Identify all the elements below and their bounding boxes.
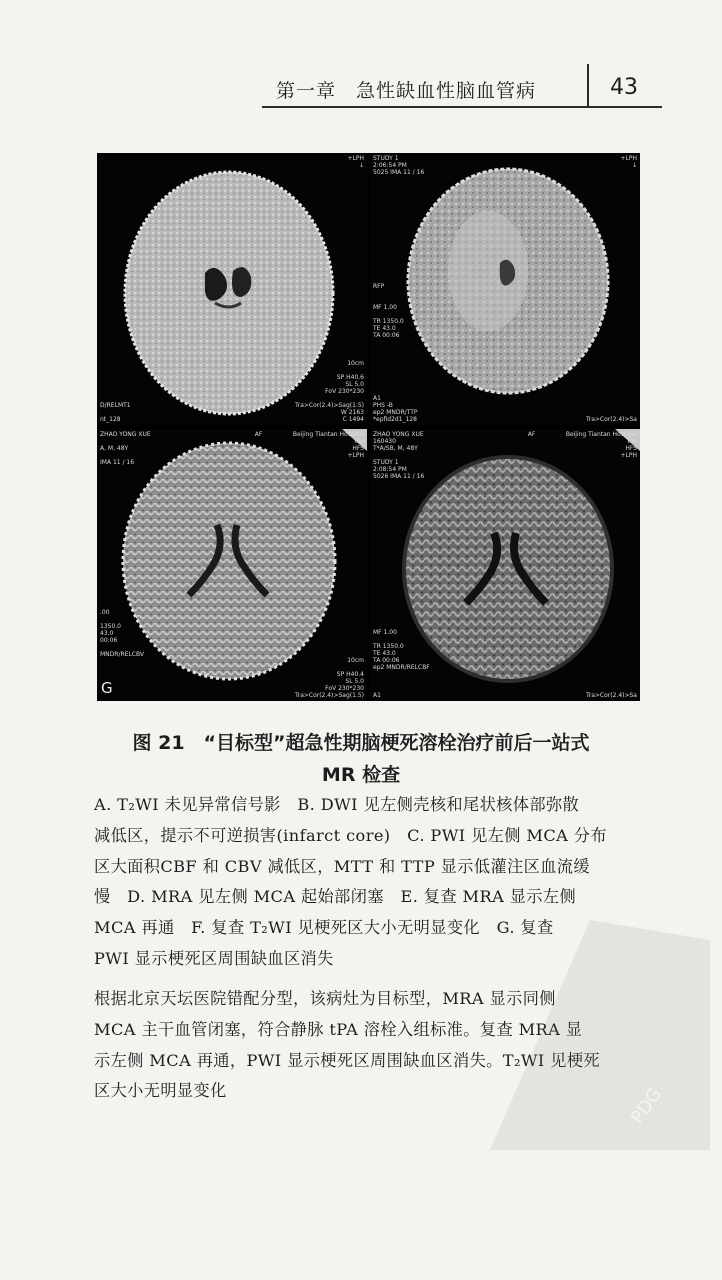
header-divider [587,64,589,106]
text-line: MCA 主干血管闭塞，符合静脉 tPA 溶栓入组标准。复查 MRA 显 [94,1019,583,1039]
text-line: 区大小无明显变化 [94,1081,227,1101]
figure-caption-title: 图 21 “目标型”超急性期脑梗死溶栓治疗前后一站式 [132,732,590,754]
brain-scan-image [370,153,640,425]
mri-panel-ttp [370,153,640,425]
text-line: 慢 D. MRA 见左侧 MCA 起始部闭塞 E. 复查 MRA 显示左侧 [94,887,577,907]
panel-1-top-right-text: +LPH ↓ [347,155,364,169]
panel-2-middle-left-text: RFP MF 1.00 TR 1350.0 TE 43.0 TA 00:06 [373,283,404,339]
watermark-stamp [470,900,720,1170]
panel-3-top-left-text: ZHAO YONG XUE A, M, 48Y IMA 11 / 16 [100,431,151,466]
panel-2-bottom-right-text: Tra>Cor(2.4)>Sa [585,416,637,423]
text-line: A. T₂WI 未见异常信号影 B. DWI 见左侧壳核和尾状核体部弥散 [94,795,580,814]
panel-4-top-left-text: ZHAO YONG XUE 160430 T*A/SB, M, 48Y STUDY 1 2:08:54 PM 5026 IMA 11 / 16 [373,431,425,480]
panel-2-top-left-text: STUDY 1 2:06:54 PM 5025 IMA 11 / 16 [373,155,425,176]
text-line: 区大面积CBF 和 CBV 减低区，MTT 和 TTP 显示低灌注区血流缓 [94,856,590,876]
text-line: 减低区，提示不可逆损害(infarct core) C. PWI 见左侧 MCA 分布 [94,825,607,845]
panel-4-middle-left-text: MF 1.00 TR 1350.0 TE 43.0 TA 00:06 ep2 MNDR/RELCBF [373,629,430,671]
panel-label-g: G [101,679,113,697]
panel-3-top-right-text: AF Beijing Tiantan Hospital Trio HFS +LPH [254,431,364,459]
panel-2-bottom-left-text: A1 PHS -B ep2 MNDR/TTP *epfid2d1_128 [373,395,418,423]
page-header [262,70,662,108]
text-line: PWI 显示梗死区周围缺血区消失 [94,948,334,968]
panel-4-bottom-left-text: A1 [373,692,381,699]
panel-3-bottom-right-text: 10cm SP H40.4 SL 5.0 FoV 230*230 Tra>Cor(2.4)>Sag(1.5) [294,657,364,699]
figure-caption-title-continued: MR 检查 [321,764,401,786]
mri-figure [97,153,640,701]
mri-panel-cbf [370,429,640,701]
panel-1-bottom-right-text: 10cm SP H40.6 SL 5.0 FoV 230*230 Tra>Cor(2.4)>Sag(1.5) W 2163 C 1494 [294,360,364,423]
text-line: 根据北京天坛医院错配分型，该病灶为目标型，MRA 显示同侧 [94,989,556,1008]
mri-panel-cbv [97,429,367,701]
panel-1-bottom-left-text: D/RELMT1 nt_128 [100,402,131,423]
text-line: 示左侧 MCA 再通，PWI 显示梗死区周围缺血区消失。T₂WI 见梗死 [94,1050,600,1070]
watermark-text: PDG [626,1084,667,1128]
chapter-title: 第一章 急性缺血性脑血管病 [276,80,537,102]
page-number: 43 [610,75,638,100]
panel-3-bottom-left-text: .00 1350.0 43.0 00:06 MNDR/RELCBV [100,609,145,658]
panel-2-top-right-text: +LPH ↓ [620,155,637,169]
panel-4-bottom-right-text: Tra>Cor(2.4)>Sa [585,692,637,699]
panel-4-top-right-text: AF Beijing Tiantan Hospital Trio HFS +LPH [527,431,637,459]
text-line: MCA 再通 F. 复查 T₂WI 见梗死区大小无明显变化 G. 复查 [94,918,554,938]
mri-panel-t2wi [97,153,367,425]
